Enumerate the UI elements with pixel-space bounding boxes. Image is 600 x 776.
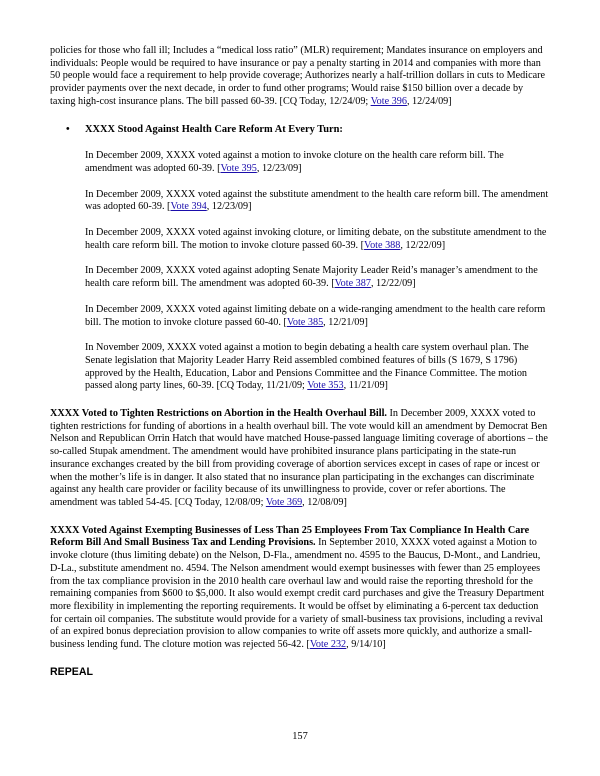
vote-369-link[interactable]: Vote 369 — [265, 496, 303, 508]
repeal-heading: REPEAL — [50, 665, 93, 678]
vote-item: In December 2009, XXXX voted against a motion to invoke cloture on the health care reform bill. The amendment was adopted 60-39. [Vote 395, 12/23/09] — [85, 150, 504, 174]
bullet-dot-icon: • — [66, 123, 70, 135]
vote-232-link[interactable]: Vote 232 — [309, 639, 347, 651]
vote-item: In December 2009, XXXX voted against limiting debate on a wide-ranging amendment to the health care reform bill. The motion to invoke cloture passed 60-40. [Vote 385, 12/21/09] — [85, 303, 546, 328]
small-business-heading: XXXX Voted Against Exempting Businesses of Less Than 25 Employees From Tax Compliance In Health Care Reform Bill And Small Business Tax and Lending Provisions. — [50, 524, 530, 549]
page-number: 157 — [292, 731, 308, 742]
bullet-heading-text: XXXX Stood Against Health Care Reform At Every Turn: — [85, 123, 343, 135]
vote-385-link[interactable]: Vote 385 — [286, 316, 324, 328]
vote-388-link[interactable]: Vote 388 — [364, 239, 401, 251]
vote-395-link[interactable]: Vote 395 — [220, 162, 257, 174]
vote-394-link[interactable]: Vote 394 — [170, 201, 207, 213]
abortion-paragraph: XXXX Voted to Tighten Restrictions on Abortion in the Health Overhaul Bill. In December 2009, XXXX voted to tighten restrictions for funding of abortions in a health overhaul bill. The vote would kill an amendment by Democrat Ben Nelson and Republican Orrin Hatch that would have matched House-passed language limiting coverage of abortions – the so-called Stupak amendment. The amendment would have prohibited insurance plans participating in the state-run insurance exchanges created by the bill from providing coverage of abortion services except in cases of rape or incest or when the mother’s life is in danger. It also stated that no insurance plan participating in the exchanges can discriminate against any health care provider or facility because of its unwillingness to provide, cover or refer abortions. The amendment was tabled 54-45. [CQ Today, 12/08/09; Vote 369, 12/08/09] — [50, 408, 548, 508]
bullet-heading — [50, 124, 550, 137]
vote-387-link[interactable]: Vote 387 — [334, 278, 371, 290]
vote-item: In December 2009, XXXX voted against the substitute amendment to the health care reform bill. The amendment was adopted 60-39. [Vote 394, 12/23/09] — [85, 188, 549, 213]
vote-353-link[interactable]: Vote 353 — [307, 380, 344, 392]
abortion-heading: XXXX Voted to Tighten Restrictions on Abortion in the Health Overhaul Bill. — [50, 408, 387, 420]
vote-item: In November 2009, XXXX voted against a motion to begin debating a health care system overhaul plan. The Senate legislation that Majority Leader Harry Reid assembled combined features of bills (S 1679, S 1796) approved by the Health, Education, Labor and Pensions Committee and the Finance Committee. The motion passed along party lines, 60-39. [CQ Today, 11/21/09; Vote 353, 11/21/09] — [85, 342, 529, 392]
vote-item: In December 2009, XXXX voted against invoking cloture, or limiting debate, on the substitute amendment to the health care reform bill. The motion to invoke cloture passed 60-39. [Vote 388, 12/22/09] — [85, 227, 547, 251]
small-business-paragraph: XXXX Voted Against Exempting Businesses of Less Than 25 Employees From Tax Compliance In Health Care Reform Bill And Small Business Tax and Lending Provisions. In September 2010, XXXX voted against a Motion to invoke cloture (thus limiting debate) on the Nelson, D-Fla., amendment no. 4595 to the Baucus, D-Mont., and Landrieu, D-La., substitute amendment no. 4594. The Nelson amendment would exempt businesses with fewer than 25 employees from the tax compliance provision in the 2010 health care overhaul law and would raise the reporting threshold for the remaining companies from $600 to $5,000. It also would exempt credit card purchases and give the Treasury Department more flexibility in implementing the reporting requirements. It would be offset by eliminating a 6-percent tax deduction for certain oil companies. The substitute would provide for a variety of small-business tax provisions, including a revival of an expired bonus depreciation provision to allow companies to write off assets more quickly, and authorize a small-business lending fund. The cloture motion was rejected 56-42. [Vote 232, 9/14/10] — [50, 524, 545, 651]
document-page — [50, 45, 550, 678]
vote-396-link[interactable]: Vote 396 — [370, 95, 407, 107]
intro-paragraph: policies for those who fall ill; Includes a “medical loss ratio” (MLR) requirement; Mandates insurance on employers and individuals: People would be required to have insurance or pay a penalty starting in 2014 and companies with more than 50 people would face a requirement to help provide coverage; Authorizes nearly a half-trillion dollars in cuts to Medicare provider payments over the next decade, in order to fund other programs; Would raise $150 billion over a decade by taxing high-cost insurance plans. The bill passed 60-39. [CQ Today, 12/24/09; Vote 396, 12/24/09] — [50, 45, 546, 107]
vote-item: In December 2009, XXXX voted against adopting Senate Majority Leader Reid’s manager’s amendment to the health care reform bill. The amendment was adopted 60-39. [Vote 387, 12/22/09] — [85, 265, 538, 290]
